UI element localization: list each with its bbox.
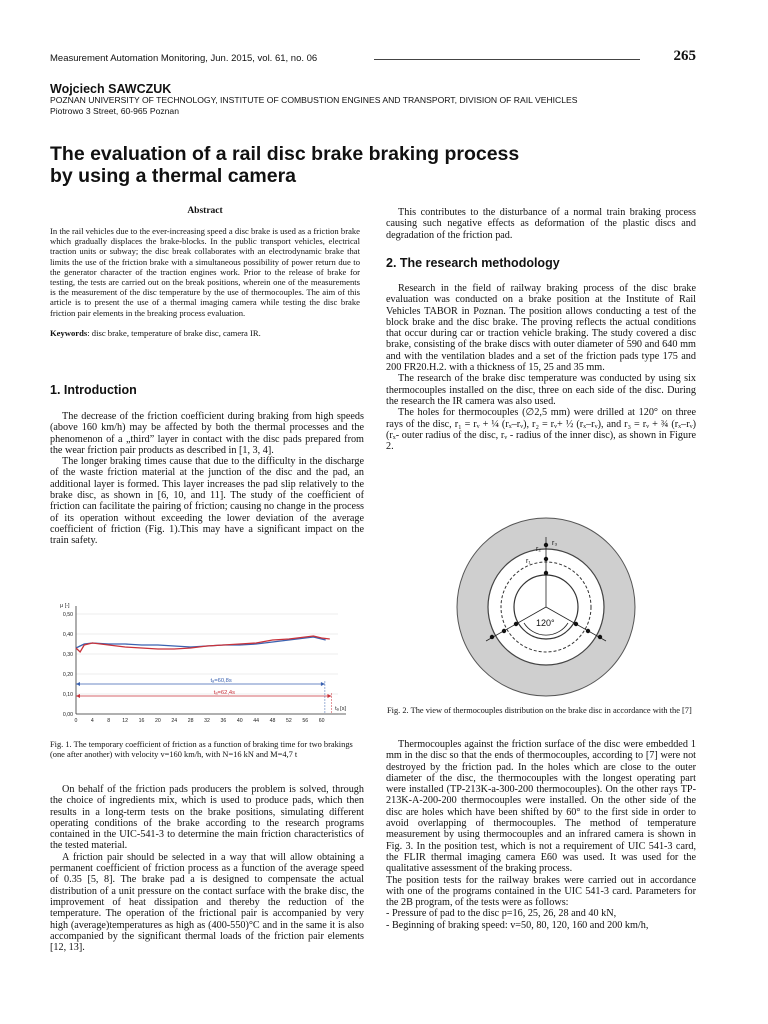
method-paragraph-4: Thermocouples against the friction surface of the disc were embedded 1 mm in the disc so that the ends of thermocouples, according to [7] were not destroyed by the friction pad. In the holes which are close to the outer diameter of the disc, the thermocouples with the longest operating part were installed (TP-213K-a-300-200 thermocouples). On the other rays TP-213K-A-200-200 thermocouples were installed. On the other side of the disc are holes which have been shifted by 60° to the first side in order to avoid overlapping of thermocouples. The method of temperature measurement by using thermocouples and an infrared camera is shown in Fig. 3. In the position test, which is not a requirement of UIC 541-3 card, the FLIR thermal imaging camera E60 was used. It was used for the qualitative assessment of the braking process. [386,739,696,875]
methodology-heading: 2. The research methodology [386,256,560,270]
x-tick-label: 36 [220,718,227,724]
header-rule [374,59,640,60]
intro-paragraph-1: The decrease of the friction coefficient during braking from high speeds (above 160 km/h) may be affected by both the thermal processes and the phenomenon of a „third” layer in contact with the disc pads prepared from the wear friction pair products as described in [1, 3, 4]. [50,411,364,456]
journal-name: Measurement Automation Monitoring, Jun. 2015, vol. 61, no. 06 [50,53,318,64]
page-number: 265 [673,48,696,64]
intro-paragraph-2: The longer braking times cause that due to the difficulty in the discharge of the waste friction material at the junction of the disc and the pad, an additional layer is formed. This layer increases the pad slip relatively to the brake disc, as shown in [6, 10, and 11]. The study of the coefficient of friction can facilitate the pairing of friction; causing no change in the process of its operation without exceeding the lower deviation of the average coefficient of friction (Fig. 1).This may have a significant impact on the train safety. [50,456,364,547]
y-tick-label: 0,20 [62,672,73,678]
abstract-text: In the rail vehicles due to the ever-increasing speed a disc brake is used as a friction brake which gradually displaces the brake-blocks. In the public transport vehicles, electrical traction units or subway; the disc break collaborates with an electrodynamic brake that limits the use of the friction brake with a simultaneous possibility of power return due to the generator character of the traction engines work. Prior to the release of brake for testing, the tests are carried out on the break positions, wherein one of the measurements is the measurement of the disc temperature by the use of thermocouples. The aim of this article is to present the use of a thermal imaging camera while testing the disc brake friction pair elements in the breaking process evaluation. [50,226,360,318]
x-tick-label: 48 [269,718,276,724]
arrow-head-end-2 [327,694,331,698]
y-tick-label: 0,00 [62,712,73,718]
intro-text [50,411,364,547]
x-tick-label: 32 [204,718,210,724]
right-intro [386,207,696,241]
r1-label: r₁ [526,558,531,565]
arrow-head-start-2 [76,694,80,698]
method-paragraph-3: The holes for thermocouples (∅2,5 mm) were drilled at 120° on three rays of the disc, r₁ = rᵥ + ¼ (rₓ–rᵥ), r₂ = rᵥ+ ½ (rₓ–rᵥ), and r₃ = rᵥ + ¾ (rₓ–rᵥ) (rₓ- outer radius of the disc, rᵥ - radius of the inner disc), as shown in Figure 2. [386,407,696,453]
x-tick-label: 16 [138,718,145,724]
y-tick-label: 0,40 [62,632,73,638]
method-paragraph-5: The position tests for the railway brakes were carried out in accordance with one of the programs contained in the UIC 541-3 card. Parameters for the 2B program, of the tests were as follows: [386,874,696,909]
author-name: Wojciech SAWCZUK [50,82,172,96]
y-tick-label: 0,50 [62,612,73,618]
x-axis-label: tₐ [s] [335,706,346,712]
param-item-2: - Beginning of braking speed: v=50, 80, 120, 160 and 200 km/h, [386,919,649,931]
fig1-caption-text: The temporary coefficient of friction as a function of braking time for two brakings (one after another) with velocity v=160 km/h, with N=16 kN and M=4,7 t [50,740,353,759]
title-line-1: The evaluation of a rail disc brake braking process [50,143,520,165]
arrow-head-end-1 [321,682,325,686]
arrow-head-start-1 [76,682,80,686]
fig1-caption [50,740,362,759]
keywords-line [50,328,360,338]
keywords-text: : disc brake, temperature of brake disc, camera IR. [87,327,261,338]
y-axis-label: μ [-] [60,603,70,609]
title-line-2: by using a thermal camera [50,165,297,187]
address-line: Piotrowo 3 Street, 60-965 Poznan [50,105,179,116]
x-tick-label: 28 [187,718,194,724]
param-item-1: - Pressure of pad to the disc p=16, 25, 26, 28 and 40 kN, [386,908,617,920]
angle-label: 120° [536,618,555,628]
y-tick-label: 0,10 [62,692,73,698]
fig2-caption [387,706,697,716]
fig1-caption-label: Fig. 1. [50,740,72,749]
intro-heading: 1. Introduction [50,383,137,397]
affiliation-line: POZNAN UNIVERSITY OF TECHNOLOGY, INSTITUTE OF COMBUSTION ENGINES AND TRANSPORT, DIVISION OF RAIL VEHICLES [50,95,578,105]
r2-label: r₂ [536,546,542,553]
x-tick-label: 4 [90,718,94,724]
brake-disc-diagram [446,515,646,700]
x-tick-label: 56 [302,718,309,724]
intro-text-continued [50,784,364,953]
fig2-caption-text: The view of thermocouples distribution on the brake disc in accordance with the [7] [410,706,692,715]
intro-paragraph-4: A friction pair should be selected in a way that will allow obtaining a permanent coefficient of friction process as a function of the average speed of 0.35 [5, 8]. The brake pad a is designed to compensate the actual distribution of a unit pressure on the contact surface with the brake disc, the improvement of heat dissipation and thereby the reduction of the temperature. The operation of the frictional pair is accompanied by very high (average)temperatures as high as (400-550)°C and in the same it is also accompanied by the significant thermal loads of the friction pair elements [12, 13]. [50,851,364,954]
x-tick-label: 20 [154,718,161,724]
friction-coefficient-chart [56,598,366,726]
x-tick-label: 0 [74,718,78,724]
methodology-text [386,283,696,452]
paper-title [50,143,610,187]
page-header [50,50,696,68]
y-tick-label: 0,30 [62,652,73,658]
duration-label-2: tₐ=62,4s [213,690,236,696]
method-paragraph-2: The research of the brake disc temperature was conducted by using six thermocouples installed on the disc, three on each side of the disc. During the research the IR camera was also used. [386,373,696,407]
methodology-text-continued [386,739,696,931]
x-tick-label: 12 [122,718,129,724]
x-tick-label: 44 [253,718,260,724]
right-paragraph-0: This contributes to the disturbance of a normal train braking process causing such negative effects as deformation of the plastic discs and degradation of the friction pad. [386,207,696,241]
abstract-heading: Abstract [187,206,223,216]
x-tick-label: 60 [318,718,325,724]
method-paragraph-1: Research in the field of railway braking process of the disc brake evaluation was conducted on a brake position at the Institute of Rail Vehicles TABOR in Poznan. The position allows conducting a test of the block brake and the disc brake. The proving reflects the actual conditions that occur during car or traction vehicle braking. The study covered a disc brake, consisting of the brake discs with outer diameter of 590 and 640 mm and with the ventilation blades and a set of the friction pads type 175 and 200 FR20.H.2. with a thickness of 15, 25 and 35 mm. [386,283,696,374]
duration-label-1: tₐ=60,8s [210,678,232,684]
intro-paragraph-3: On behalf of the friction pads producers the problem is solved, through the choice of ingredients mix, which is used to produce pads, which then results in a long-term tests on the brake positions, simulating different operating conditions of the brake according to the research programs contained in the UIC-541-3 to determine the main friction characteristics of the tested material. [50,784,364,852]
x-tick-label: 40 [236,718,243,724]
abstract-block [50,226,360,338]
fig2-caption-label: Fig. 2. [387,706,409,715]
x-tick-label: 8 [107,718,111,724]
author-affiliation [50,95,700,116]
keywords-label: Keywords [50,327,88,338]
x-tick-label: 24 [171,718,178,724]
x-tick-label: 52 [285,718,292,724]
r3-label: r₃ [552,540,558,547]
